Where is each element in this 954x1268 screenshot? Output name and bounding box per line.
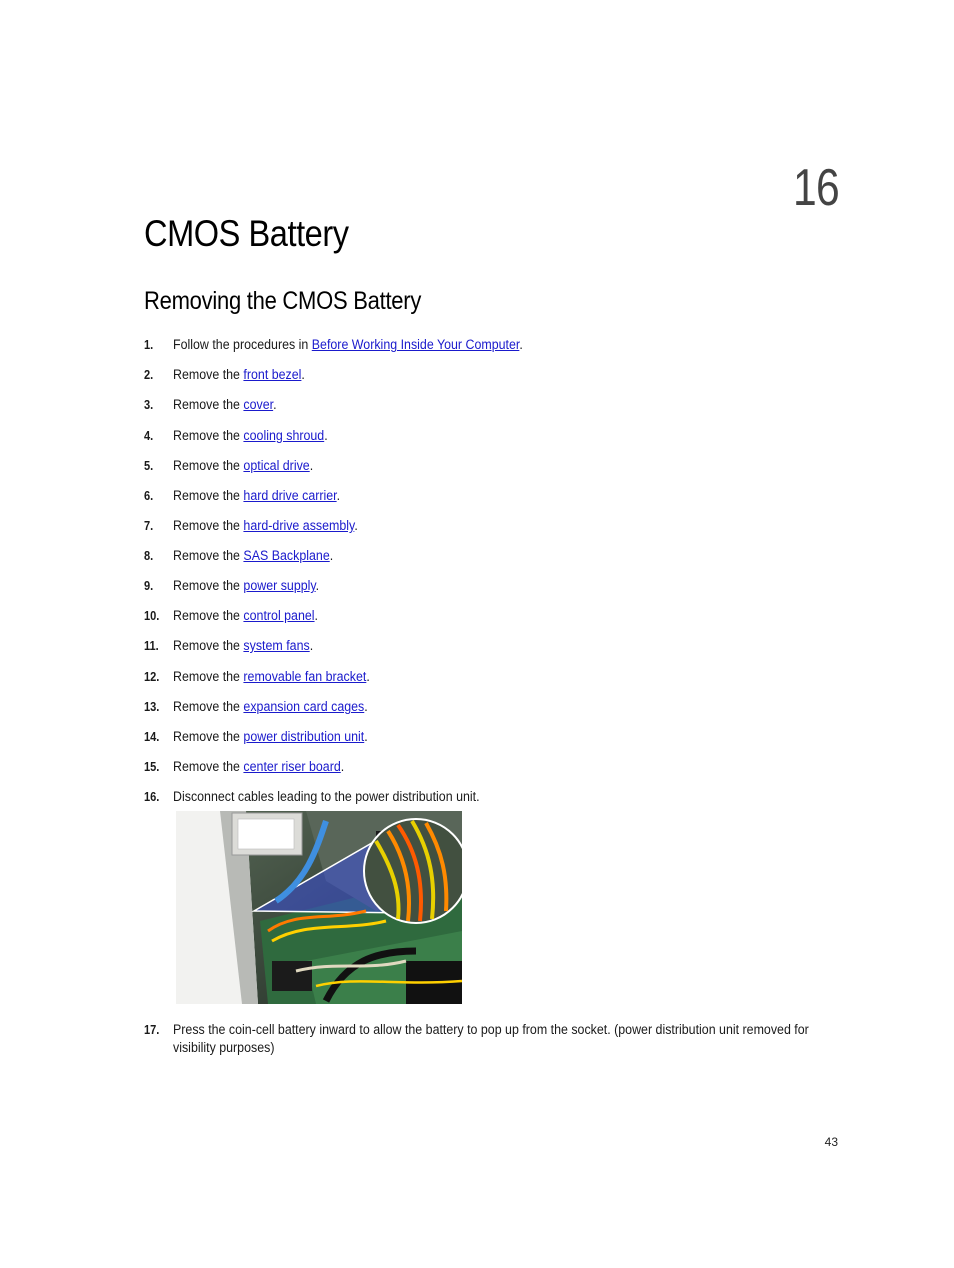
link-power-supply[interactable]: power supply	[243, 578, 316, 593]
link-system-fans[interactable]: system fans	[243, 638, 310, 653]
link-removable-fan-bracket[interactable]: removable fan bracket	[243, 669, 367, 684]
link-expansion-card-cages[interactable]: expansion card cages	[243, 699, 365, 714]
link-sas-backplane[interactable]: SAS Backplane	[243, 548, 330, 563]
chapter-number: 16	[793, 159, 839, 217]
step-text: Remove the control panel.	[173, 608, 319, 623]
step-text: Remove the cover.	[173, 397, 277, 412]
step-text: Remove the power supply.	[173, 578, 320, 593]
page-number: 43	[824, 1135, 838, 1149]
step-text: Remove the hard-drive assembly.	[173, 518, 358, 533]
step-text: Remove the removable fan bracket.	[173, 669, 370, 684]
link-cover[interactable]: cover	[243, 397, 274, 412]
step-number: 12.	[144, 669, 160, 684]
link-front-bezel[interactable]: front bezel	[243, 367, 302, 382]
link-cooling-shroud[interactable]: cooling shroud	[243, 428, 325, 443]
step-text: Remove the SAS Backplane.	[173, 548, 334, 563]
link-power-distribution-unit[interactable]: power distribution unit	[243, 729, 365, 744]
step-number: 4.	[144, 428, 154, 443]
pdu-cables-photo	[176, 811, 462, 1004]
section-title: Removing the CMOS Battery	[144, 287, 422, 315]
step-text: Follow the procedures in Before Working Inside Your Computer.	[173, 337, 523, 352]
step-number: 3.	[144, 397, 154, 412]
step-number: 6.	[144, 488, 154, 503]
link-before-working[interactable]: Before Working Inside Your Computer	[311, 337, 520, 352]
step-text: Remove the system fans.	[173, 638, 314, 653]
link-center-riser-board[interactable]: center riser board	[243, 759, 341, 774]
link-optical-drive[interactable]: optical drive	[243, 458, 310, 473]
step-number: 7.	[144, 518, 154, 533]
step-text: Remove the expansion card cages.	[173, 699, 368, 714]
step-number: 13.	[144, 699, 160, 714]
step-number: 9.	[144, 578, 154, 593]
step-text: Remove the center riser board.	[173, 759, 345, 774]
step-text: Remove the hard drive carrier.	[173, 488, 341, 503]
step-text: Remove the front bezel.	[173, 367, 305, 382]
link-control-panel[interactable]: control panel	[243, 608, 315, 623]
step-number: 2.	[144, 367, 154, 382]
step-number: 15.	[144, 759, 160, 774]
step-number: 10.	[144, 608, 160, 623]
step-text: Disconnect cables leading to the power distribution unit.	[173, 789, 480, 804]
step-text: Remove the cooling shroud.	[173, 428, 328, 443]
step-number: 1.	[144, 337, 154, 352]
step-number: 17.	[144, 1022, 160, 1037]
step-number: 16.	[144, 789, 160, 804]
step-number: 5.	[144, 458, 154, 473]
step-number: 8.	[144, 548, 154, 563]
step-number: 11.	[144, 638, 159, 653]
link-hard-drive-carrier[interactable]: hard drive carrier	[243, 488, 337, 503]
link-hard-drive-assembly[interactable]: hard-drive assembly	[243, 518, 355, 533]
chapter-title: CMOS Battery	[144, 213, 349, 254]
step-text: Remove the power distribution unit.	[173, 729, 368, 744]
step-number: 14.	[144, 729, 160, 744]
step-text: Remove the optical drive.	[173, 458, 314, 473]
step-text: Press the coin-cell battery inward to allow the battery to pop up from the socket. (power distribution unit removed for visibility purposes)	[173, 1022, 809, 1055]
